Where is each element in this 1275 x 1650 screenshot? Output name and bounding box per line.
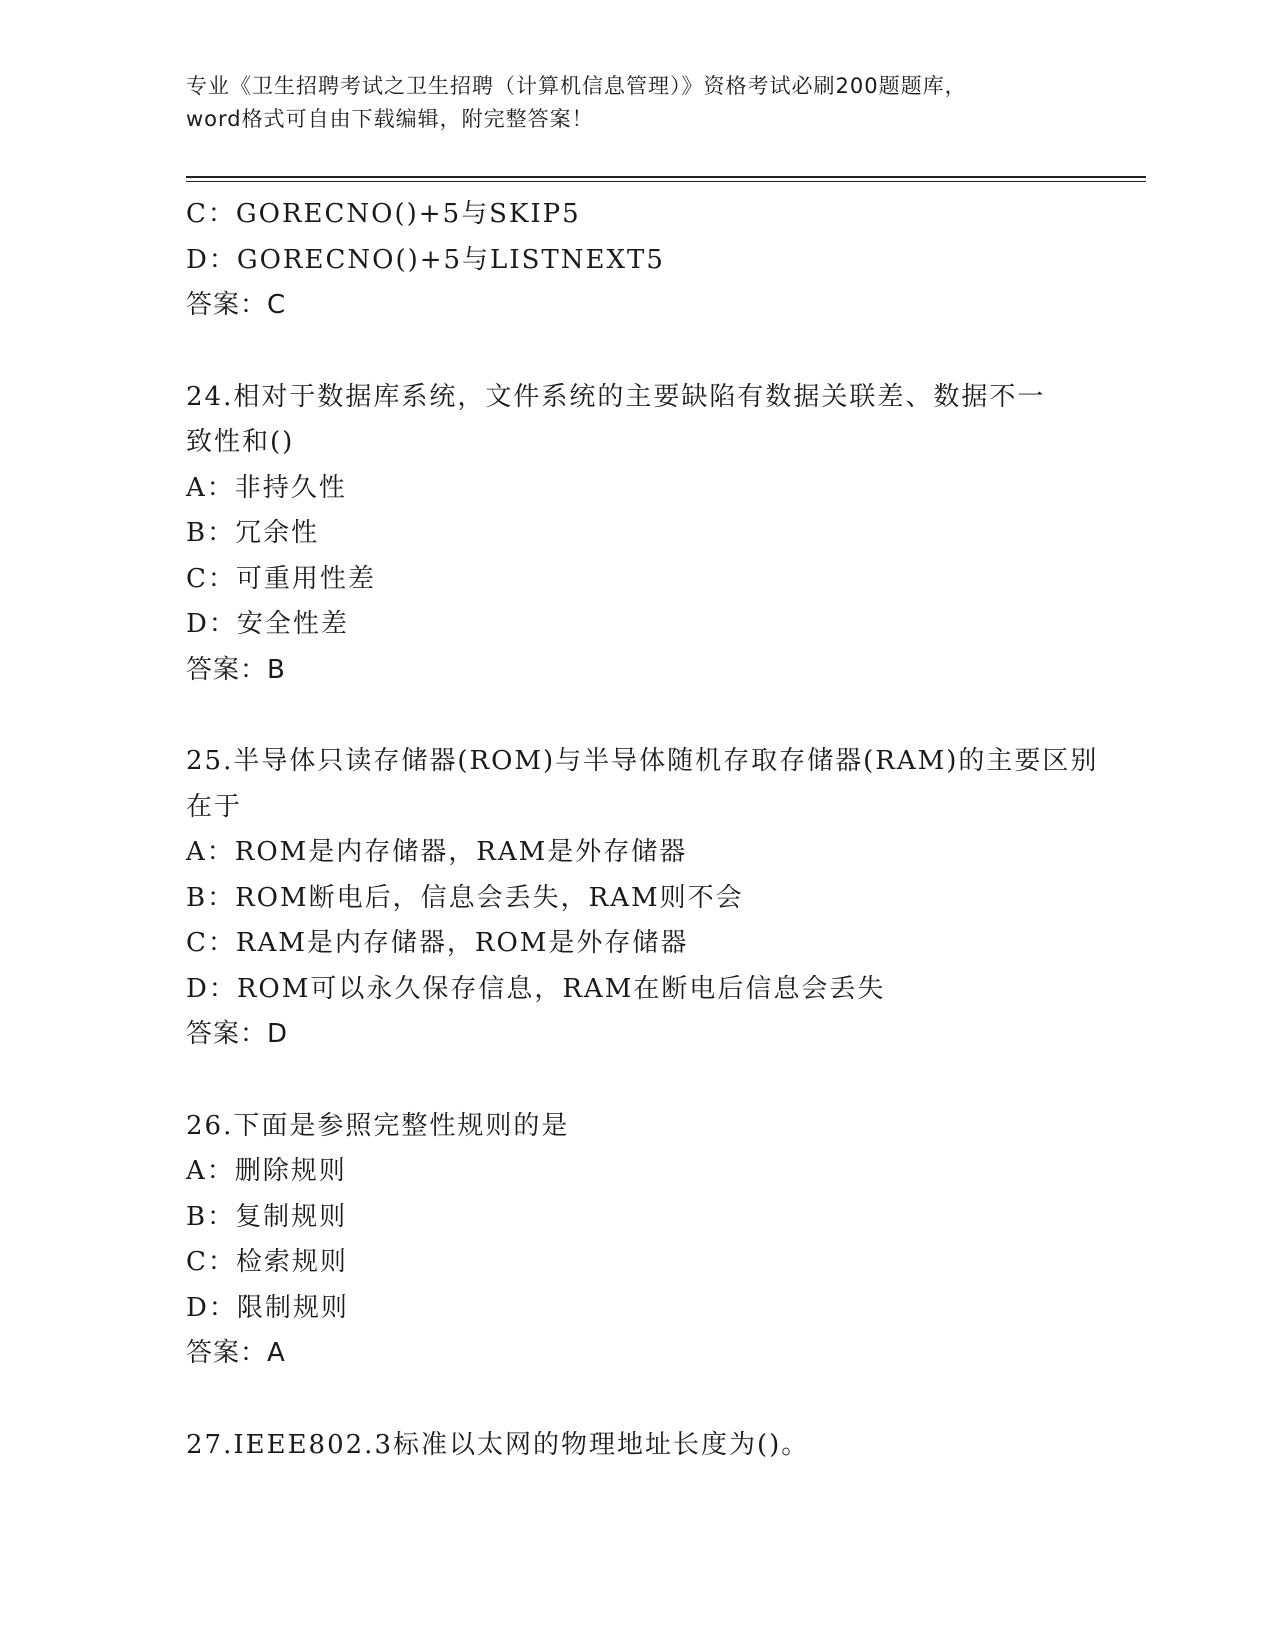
option-c: C：检索规则: [186, 1247, 348, 1277]
header-line-2: word格式可自由下载编辑，附完整答案！: [186, 107, 594, 131]
question-24: [186, 375, 1086, 694]
option-d: D：限制规则: [186, 1292, 349, 1323]
question-text: 26.下面是参照完整性规则的是: [186, 1110, 570, 1141]
header-divider-thick: [186, 176, 1146, 178]
option-c: C：GORECNO()+5与SKIP5: [186, 199, 581, 229]
question-text-cont: 在于: [186, 791, 243, 822]
option-d: D：ROM可以永久保存信息，RAM在断电后信息会丢失: [186, 973, 886, 1004]
question-27: [186, 1423, 1086, 1469]
option-b: B：ROM断电后，信息会丢失，RAM则不会: [186, 882, 744, 913]
answer: 答案：C: [186, 290, 287, 320]
option-a: A：非持久性: [186, 472, 347, 503]
question-23-tail: [186, 192, 1086, 329]
question-text: 27.IEEE802.3标准以太网的物理地址长度为()。: [186, 1429, 810, 1460]
answer: 答案：B: [186, 654, 286, 685]
question-25: [186, 739, 1099, 1058]
option-b: B：复制规则: [186, 1201, 348, 1232]
answer: 答案：D: [186, 1019, 289, 1049]
option-a: A：ROM是内存储器，RAM是外存储器: [186, 837, 688, 867]
option-c: C：RAM是内存储器，ROM是外存储器: [186, 928, 689, 958]
header-divider-thin: [186, 181, 1146, 182]
document-header: [186, 70, 1086, 136]
question-text-cont: 致性和(): [186, 427, 295, 457]
question-text: 25.半导体只读存储器(ROM)与半导体随机存取存储器(RAM)的主要区别: [186, 746, 1099, 776]
header-line-1: 专业《卫生招聘考试之卫生招聘（计算机信息管理）》资格考试必刷200题题库，: [186, 74, 967, 98]
question-text: 24.相对于数据库系统，文件系统的主要缺陷有数据关联差、数据不一: [186, 381, 1046, 412]
option-b: B：冗余性: [186, 518, 320, 548]
answer: 答案：A: [186, 1338, 286, 1368]
option-c: C：可重用性差: [186, 563, 376, 594]
option-d: D：GORECNO()+5与LISTNEXT5: [186, 244, 665, 275]
question-list: [186, 192, 1099, 1468]
option-a: A：删除规则: [186, 1156, 347, 1186]
question-26: [186, 1104, 1086, 1377]
option-d: D：安全性差: [186, 609, 349, 639]
